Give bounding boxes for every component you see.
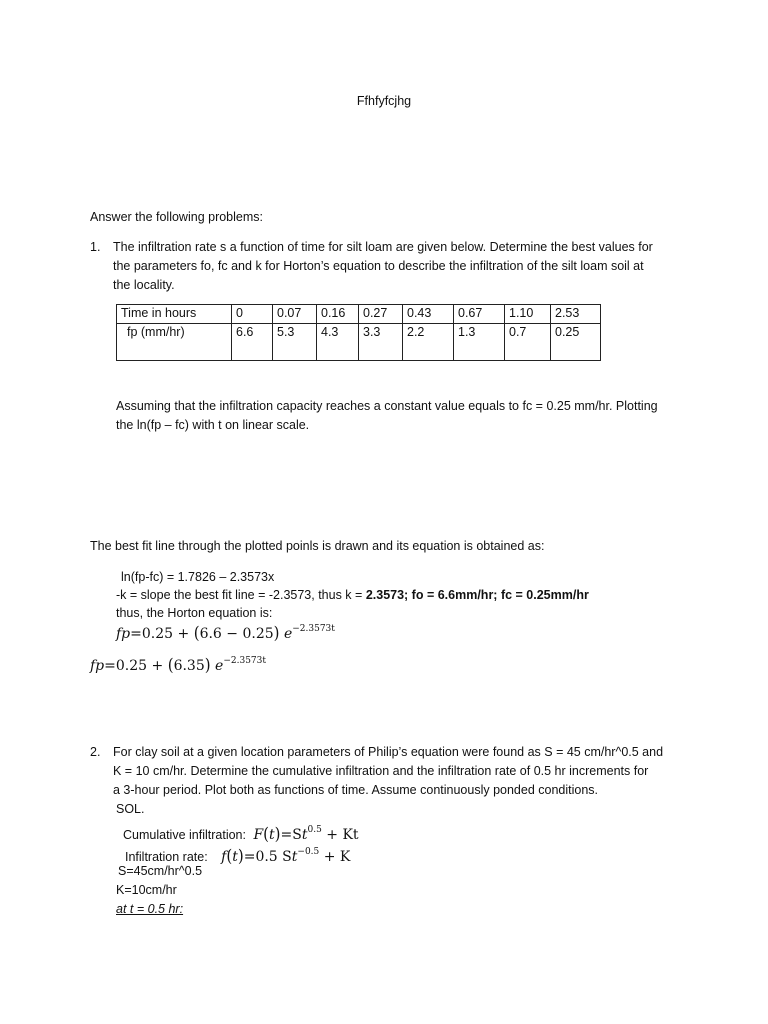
document-title: Ffhfyfcjhg [356,94,412,108]
infiltration-data-table [116,304,601,361]
formula-part: + K [319,849,351,865]
formula-part: =0.5 S [243,849,292,865]
rate-label: Infiltration rate: [125,850,208,864]
table-cell [359,342,403,361]
time-step-heading: at t = 0.5 hr: [116,902,184,916]
solution-label: SOL. [116,802,145,816]
table-cell: 2.53 [551,305,601,324]
instructions-heading: Answer the following problems: [90,210,263,224]
question-2-number: 2. [90,745,101,759]
horton-formula-1: fp=0.25 + (6.6 − 0.25) $e^{-2.3573t}$ [116,623,335,643]
table-cell: Time in hours [117,305,232,324]
formula-part: =S [280,827,302,843]
table-cell: 0.16 [317,305,359,324]
fit-equation: ln(fp-fc) = 1.7826 – 2.3573x [121,570,275,584]
formula-inner: 6.6 − 0.25 [199,626,274,642]
best-fit-statement: The best fit line through the plotted poinls is drawn and its equation is obtained as: [90,539,545,553]
question-2-line-3: a 3-hour period. Plot both as functions of time. Assume continuously ponded conditions. [113,783,599,797]
formula-exponent: 0.5 [307,825,322,835]
assumption-text [116,397,658,435]
cumulative-label: Cumulative infiltration: [123,828,246,842]
table-cell: 6.6 [232,324,273,343]
assumption-line-2: the ln(fp – fc) with t on linear scale. [116,418,310,432]
table-cell: 0.7 [505,324,551,343]
table-cell: 1.3 [454,324,505,343]
formula-lhs: fp [90,658,105,674]
s-value: S=45cm/hr^0.5 [118,864,203,878]
question-2-line-1: For clay soil at a given location parameters of Philip’s equation were found as S = 45 cm/hr^0.5 and [113,745,664,759]
table-cell: 0.43 [403,305,454,324]
table-cell: 2.2 [403,324,454,343]
formula-e: e [215,658,224,674]
table-row-fp [117,324,601,343]
table-cell [317,342,359,361]
formula-inner: 6.35 [173,658,205,674]
question-2-line-2: K = 10 cm/hr. Determine the cumulative infiltration and the infiltration rate of 0.5 hr increments for [113,764,649,778]
formula-exponent: −2.3573t [223,656,266,666]
formula-exponent: −2.3573t [292,624,335,634]
formula-exponent: −0.5 [297,847,320,857]
table-row-time [117,305,601,324]
formula-part: F [253,827,264,843]
assumption-line-1: Assuming that the infiltration capacity reaches a constant value equals to fc = 0.25 mm/hr. Plotting [116,399,658,413]
question-1-line-1: The infiltration rate s a function of time for silt loam are given below. Determine the best values for [113,240,653,254]
k-values-bold: 2.3573; fo = 6.6mm/hr; fc = 0.25mm/hr [365,588,589,602]
table-cell [505,342,551,361]
formula-part: + Kt [321,827,359,843]
table-cell [403,342,454,361]
horton-intro: thus, the Horton equation is: [116,606,273,620]
table-cell: fp (mm/hr) [117,324,232,343]
cumulative-formula: $F(t)=St^{0.5} + Kt$ [253,824,359,844]
table-cell [117,342,232,361]
k-values-line [116,588,589,602]
table-row-blank [117,342,601,361]
formula-lhs: fp [116,626,131,642]
table-cell: 1.10 [505,305,551,324]
k-values-text: -k = slope the best fit line = -2.3573, thus k = [116,588,366,602]
question-1-line-2: the parameters fo, fc and k for Horton’s equation to describe the infiltration of the silt loam soil at [113,259,644,273]
formula-part: t [269,827,275,843]
table-cell [454,342,505,361]
table-cell: 0.07 [273,305,317,324]
formula-part: t [291,849,298,865]
k-value: K=10cm/hr [116,883,177,897]
question-2-text [113,743,663,800]
table-cell [232,342,273,361]
question-1-number: 1. [90,240,101,254]
question-1-text [113,238,653,295]
question-1-line-3: the locality. [113,278,175,292]
formula-part: t [301,827,308,843]
formula-rest: =0.25 + [130,626,194,642]
horton-formula-2: fp=0.25 + (6.35) $e^{-2.3573t}$ [90,655,266,675]
formula-e: e [283,626,293,642]
formula-part: f [221,849,227,865]
table-cell: 5.3 [273,324,317,343]
rate-formula: f(t)=0.5 $St^{-0.5} + K$ [221,846,351,866]
table-cell: 0.25 [551,324,601,343]
table-cell: 3.3 [359,324,403,343]
table-cell [273,342,317,361]
formula-rest: =0.25 + [104,658,168,674]
formula-part: t [232,849,238,865]
table-cell: 0 [232,305,273,324]
table-cell: 0.67 [454,305,505,324]
table-cell: 4.3 [317,324,359,343]
table-cell: 0.27 [359,305,403,324]
table-cell [551,342,601,361]
